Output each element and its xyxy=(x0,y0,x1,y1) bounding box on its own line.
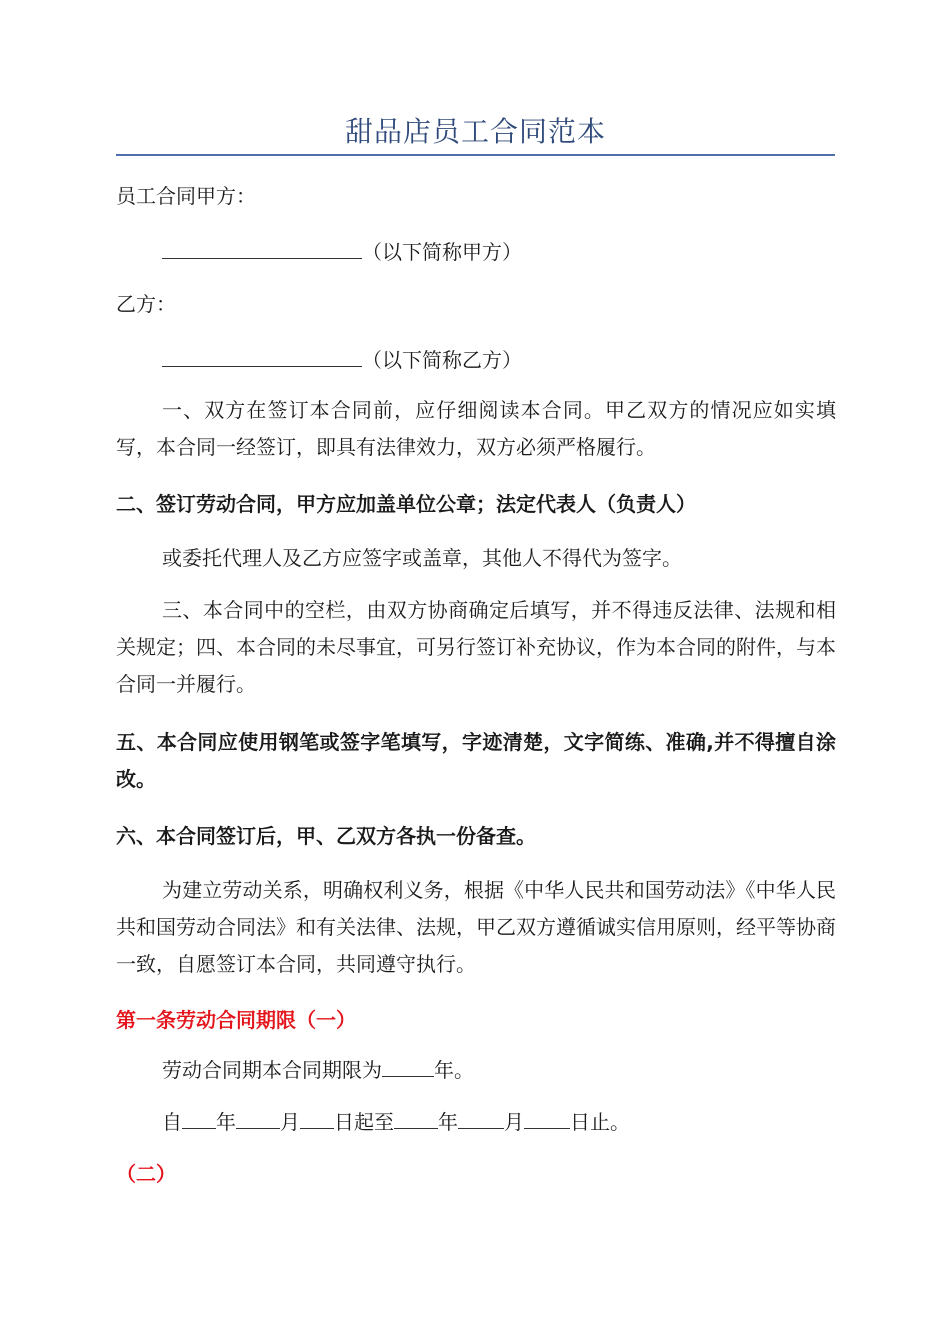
term-years-blank[interactable] xyxy=(382,1054,434,1077)
start-year-blank[interactable] xyxy=(182,1106,216,1129)
preamble: 为建立劳动关系，明确权利义务，根据《中华人民共和国劳动法》《中华人民共和国劳动合同法》和有关法律、法规，甲乙双方遵循诚实信用原则，经平等协商一致，自愿签订本合同，共同遵守执行。 xyxy=(116,878,836,976)
party-a-blank[interactable] xyxy=(162,236,362,259)
start-day-label: 日起至 xyxy=(334,1110,394,1134)
term-prefix: 劳动合同期本合同期限为 xyxy=(162,1058,382,1082)
start-month-label: 月 xyxy=(280,1110,300,1134)
end-month-blank[interactable] xyxy=(458,1106,504,1129)
article-1-heading: 第一条劳动合同期限（一） xyxy=(116,1008,356,1032)
party-b-line xyxy=(162,344,836,374)
party-a-label: 员工合同甲方： xyxy=(116,184,256,208)
end-day-label: 日止。 xyxy=(570,1110,630,1134)
end-month-label: 月 xyxy=(504,1110,524,1134)
party-a-line xyxy=(162,236,836,266)
clause-3-4: 三、本合同中的空栏，由双方协商确定后填写，并不得违反法律、法规和相关规定；四、本合同的未尽事宜，可另行签订补充协议，作为本合同的附件，与本合同一并履行。 xyxy=(116,598,836,696)
party-b-label: 乙方： xyxy=(116,292,176,316)
clause-6: 六、本合同签订后，甲、乙双方各执一份备查。 xyxy=(116,824,536,848)
start-month-blank[interactable] xyxy=(236,1106,280,1129)
term-suffix: 年。 xyxy=(434,1058,474,1082)
document-title: 甜品店员工合同范本 xyxy=(344,115,606,148)
end-year-blank[interactable] xyxy=(394,1106,438,1129)
end-day-blank[interactable] xyxy=(524,1106,570,1129)
party-b-alias: （以下简称乙方） xyxy=(362,348,522,372)
term-line xyxy=(162,1054,836,1084)
start-year-label: 年 xyxy=(216,1110,236,1134)
end-year-label: 年 xyxy=(438,1110,458,1134)
clause-2-continuation: 或委托代理人及乙方应签字或盖章，其他人不得代为签字。 xyxy=(162,546,682,570)
title-underline xyxy=(116,154,835,156)
clause-1: 一、双方在签订本合同前，应仔细阅读本合同。甲乙双方的情况应如实填写，本合同一经签订，即具有法律效力，双方必须严格履行。 xyxy=(116,398,836,459)
party-a-alias: （以下简称甲方） xyxy=(362,240,522,264)
subsection-2-heading: （二） xyxy=(116,1162,176,1186)
clause-2: 二、签订劳动合同，甲方应加盖单位公章；法定代表人（负责人） xyxy=(116,492,696,516)
date-range-line xyxy=(162,1106,836,1136)
date-from-label: 自 xyxy=(162,1110,182,1134)
clause-5: 五、本合同应使用钢笔或签字笔填写，字迹清楚，文字简练、准确,并不得擅自涂改。 xyxy=(116,730,836,791)
party-b-blank[interactable] xyxy=(162,344,362,367)
start-day-blank[interactable] xyxy=(300,1106,334,1129)
